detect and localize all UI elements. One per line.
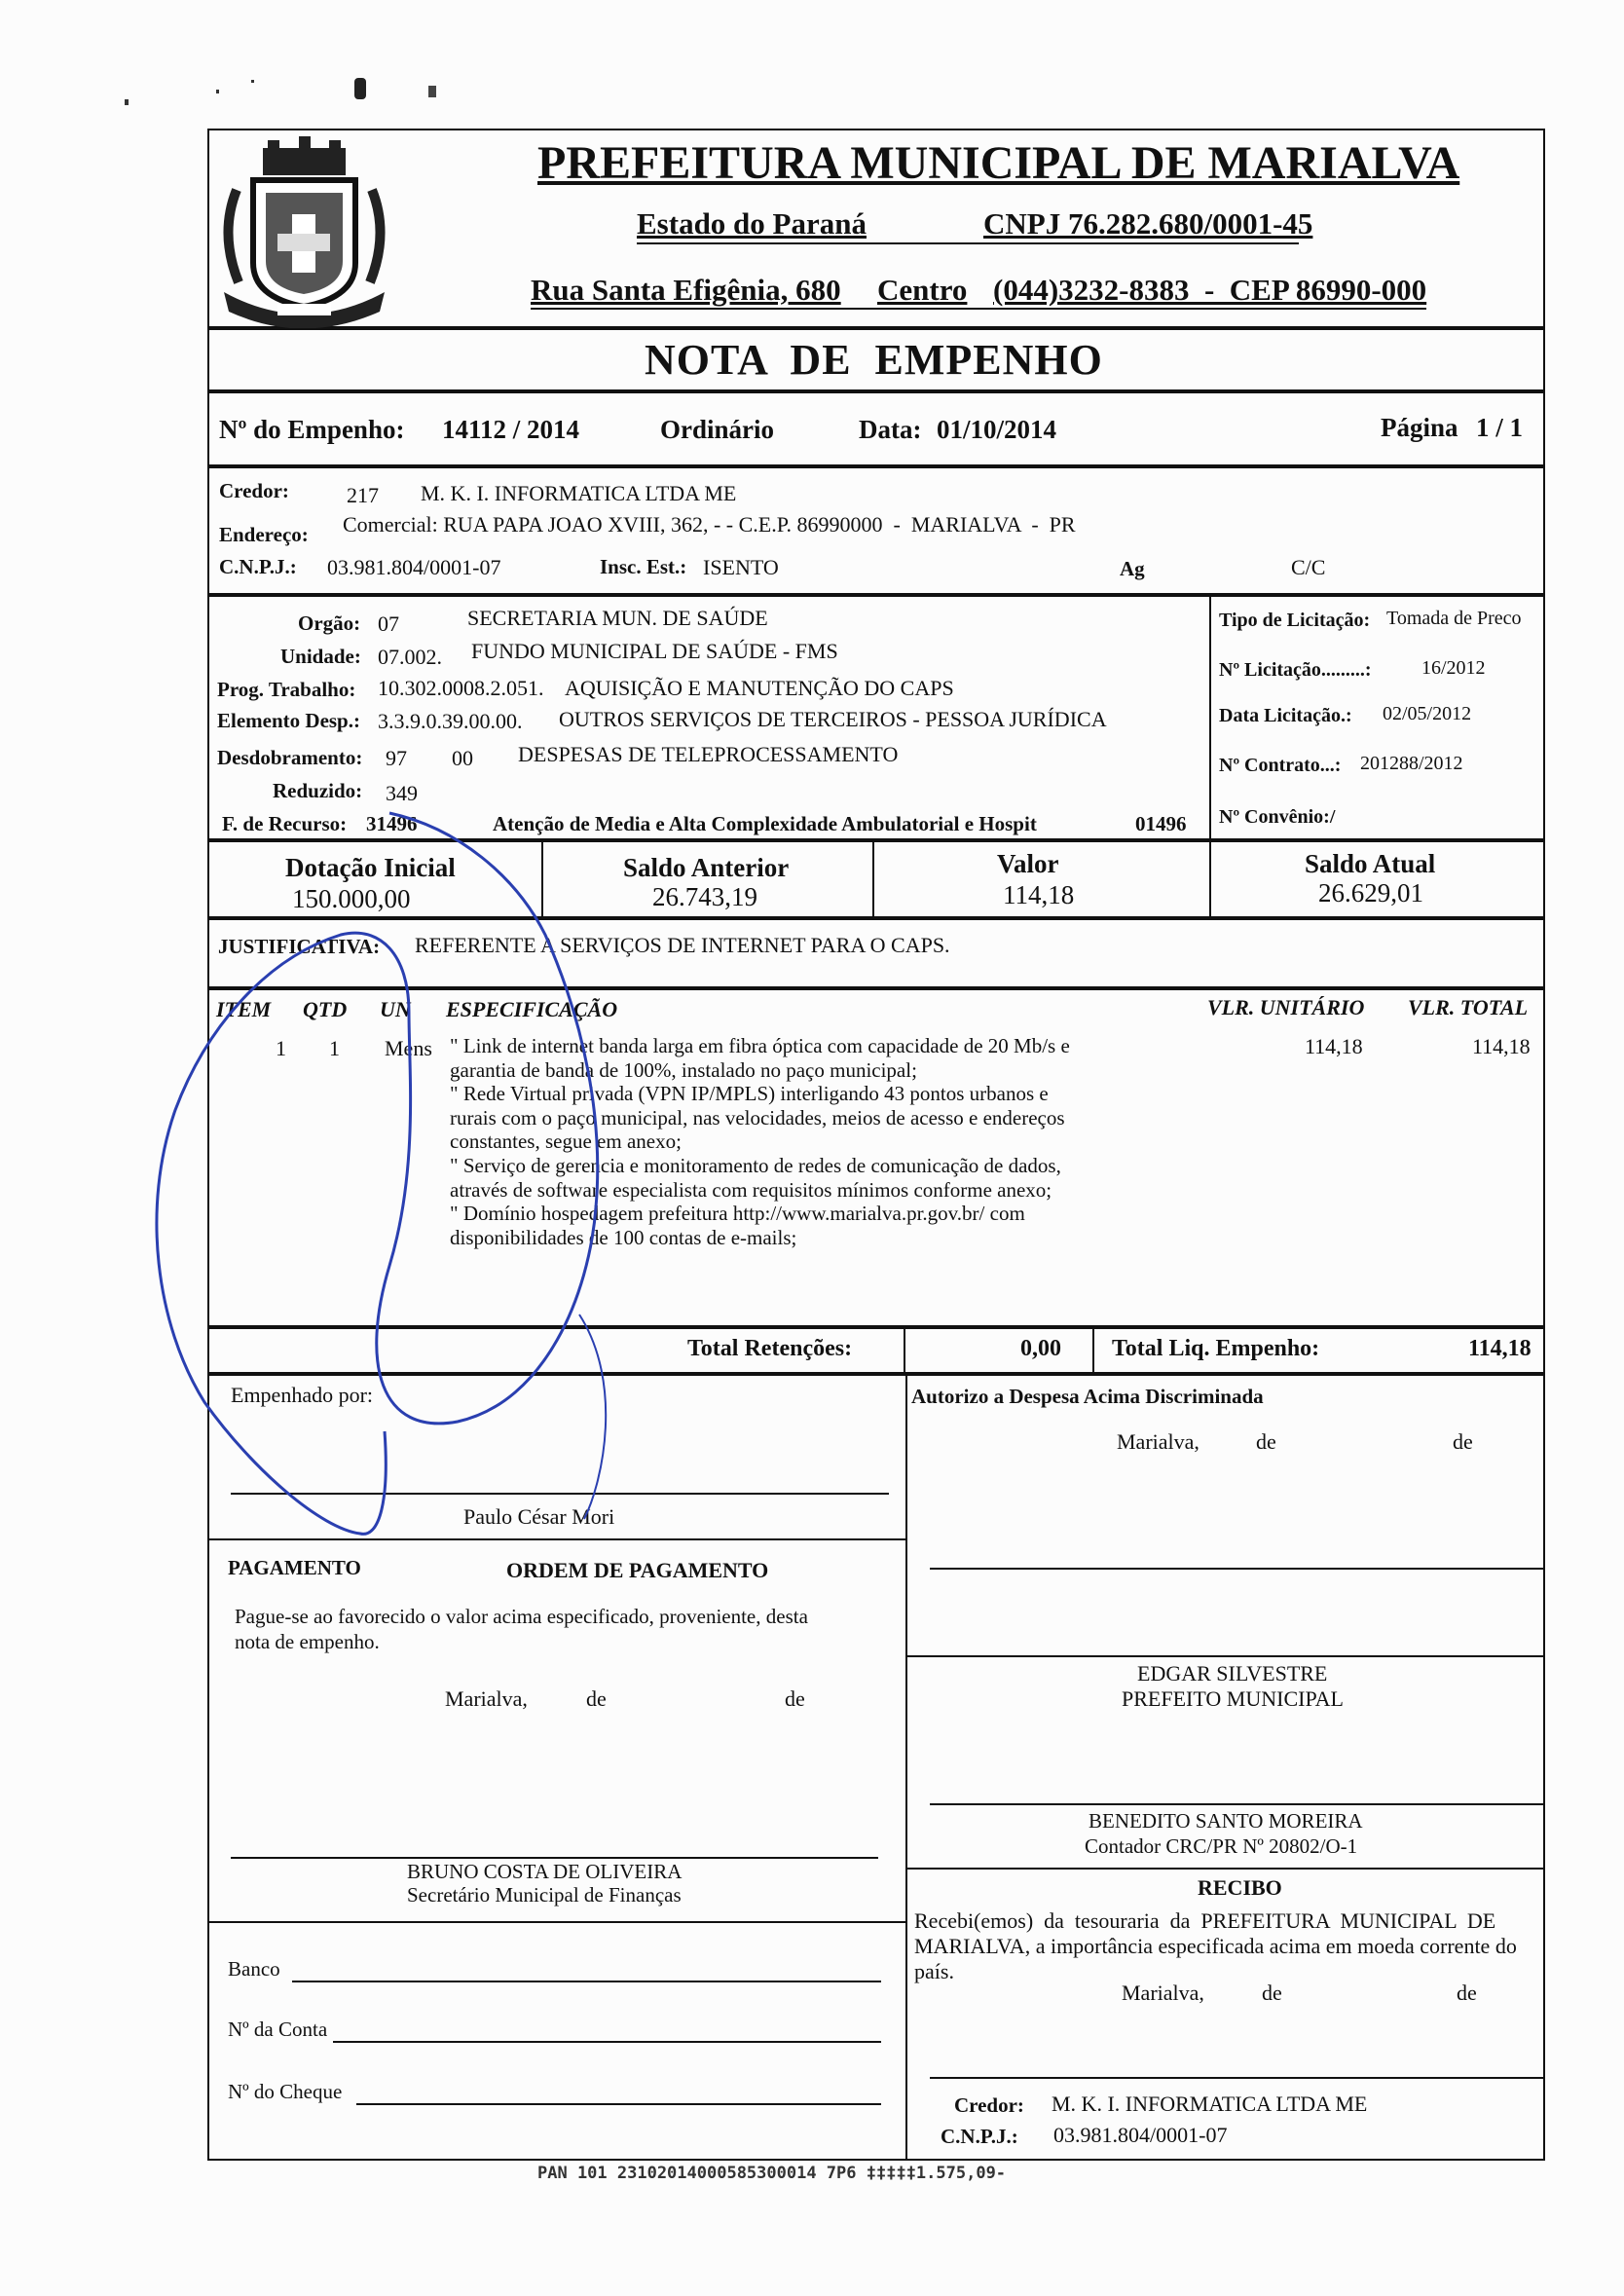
autorizo-de1: de (1256, 1429, 1276, 1454)
recibo-de2: de (1457, 1981, 1477, 2005)
secretario-name: BRUNO COSTA DE OLIVEIRA (407, 1860, 683, 1883)
credor-cnpj: 03.981.804/0001-07 (327, 555, 501, 579)
orgao-code: 07 (378, 611, 399, 636)
credor-name: M. K. I. INFORMATICA LTDA ME (421, 481, 737, 505)
recibo-cnpj: 03.981.804/0001-07 (1053, 2123, 1228, 2147)
date-label: Data: (859, 415, 922, 444)
recurso-code2: 01496 (1135, 812, 1187, 835)
col-qtd: QTD (303, 997, 348, 1021)
autorizo-place: Marialva, (1117, 1429, 1200, 1454)
row-unit-value: 114,18 (1305, 1034, 1363, 1058)
ordem-pagamento-label: ORDEM DE PAGAMENTO (506, 1558, 769, 1582)
autorizo-label: Autorizo a Despesa Acima Discriminada (911, 1385, 1264, 1408)
justificativa-label: JUSTIFICATIVA: (218, 935, 381, 958)
pagamento-place: Marialva, (445, 1686, 528, 1711)
reduzido-value: 349 (386, 781, 418, 805)
contrato-value: 201288/2012 (1360, 753, 1463, 774)
empenho-type: Ordinário (660, 415, 775, 444)
prog-code: 10.302.0008.2.051. (378, 676, 544, 700)
desdobramento-code1: 97 (386, 746, 407, 770)
elemento-label: Elemento Desp.: (217, 709, 360, 732)
prog-name: AQUISIÇÃO E MANUTENÇÃO DO CAPS (565, 676, 954, 700)
col-unit-value: VLR. UNITÁRIO (1207, 995, 1365, 1019)
org-phone-cep: (044)3232-8383 - CEP 86990-000 (993, 273, 1427, 307)
autorizo-de2: de (1453, 1429, 1473, 1454)
retencoes-value: 0,00 (1020, 1336, 1061, 1361)
orgao-label: Orgão: (298, 611, 361, 635)
row-total-value: 114,18 (1472, 1034, 1531, 1058)
org-district: Centro (877, 273, 968, 307)
secretario-title: Secretário Municipal de Finanças (407, 1883, 682, 1907)
saldo-atual-value: 26.629,01 (1318, 878, 1423, 907)
contrato-label: Nº Contrato...: (1219, 755, 1342, 776)
desdobramento-label: Desdobramento: (217, 746, 363, 769)
data-licitacao-value: 02/05/2012 (1383, 703, 1472, 724)
unidade-code: 07.002. (378, 645, 442, 669)
spec-line: rurais com o paço municipal, nas velocidades, meios de acesso e endereços (450, 1105, 1065, 1129)
recibo-place: Marialva, (1122, 1981, 1204, 2005)
dotacao-value: 150.000,00 (292, 884, 411, 913)
saldo-anterior-label: Saldo Anterior (623, 853, 790, 882)
justificativa-text: REFERENTE A SERVIÇOS DE INTERNET PARA O CAPS. (415, 933, 950, 957)
convenio-label: Nº Convênio:/ (1219, 806, 1336, 828)
document-title: NOTA DE EMPENHO (645, 336, 1103, 384)
recibo-cnpj-label: C.N.P.J.: (941, 2125, 1018, 2148)
elemento-code: 3.3.9.0.39.00.00. (378, 709, 523, 733)
pagamento-de1: de (586, 1686, 607, 1711)
orgao-name: SECRETARIA MUN. DE SAÚDE (467, 606, 768, 630)
row-qtd: 1 (329, 1036, 340, 1060)
saldo-atual-label: Saldo Atual (1305, 849, 1436, 878)
reduzido-label: Reduzido: (273, 779, 363, 802)
spec-line: " Rede Virtual privada (VPN IP/MPLS) interligando 43 pontos urbanos e (450, 1082, 1049, 1106)
recibo-credor-label: Credor: (954, 2093, 1024, 2117)
recibo-text-1: Recebi(emos) da tesouraria da PREFEITURA MUNICIPAL DE (914, 1908, 1496, 1933)
data-licitacao-label: Data Licitação.: (1219, 705, 1352, 726)
recibo-de1: de (1262, 1981, 1282, 2005)
desdobramento-name: DESPESAS DE TELEPROCESSAMENTO (518, 742, 899, 766)
recibo-label: RECIBO (1198, 1875, 1282, 1900)
recibo-text-3: país. (914, 1959, 954, 1983)
spec-line: garantia de banda de 100%, instalado no paço municipal; (450, 1057, 917, 1082)
liq-empenho-value: 114,18 (1468, 1336, 1532, 1361)
cnpj-label: C.N.P.J.: (219, 555, 297, 578)
recurso-label: F. de Recurso: (222, 812, 348, 835)
valor-label: Valor (997, 849, 1059, 878)
unidade-label: Unidade: (280, 645, 361, 668)
num-licitacao-label: Nº Licitação.........: (1219, 659, 1372, 681)
recurso-code: 31496 (366, 812, 418, 835)
tipo-licitacao-value: Tomada de Preco (1386, 608, 1522, 629)
col-total-value: VLR. TOTAL (1408, 995, 1529, 1019)
col-item: ITEM (216, 997, 272, 1021)
prog-label: Prog. Trabalho: (217, 678, 356, 701)
date-value: 01/10/2014 (937, 415, 1057, 444)
saldo-anterior-value: 26.743,19 (652, 882, 757, 911)
retencoes-label: Total Retenções: (687, 1336, 853, 1361)
prefeito-title: PREFEITO MUNICIPAL (1122, 1686, 1344, 1711)
org-state: Estado do Paraná (637, 206, 867, 241)
liq-empenho-label: Total Liq. Empenho: (1112, 1336, 1320, 1361)
credor-address: Comercial: RUA PAPA JOAO XVIII, 362, - - C.E.P. 86990000 - MARIALVA - PR (343, 512, 1076, 537)
cc-label: C/C (1291, 555, 1326, 579)
pagamento-label: PAGAMENTO (228, 1556, 361, 1579)
recibo-credor-name: M. K. I. INFORMATICA LTDA ME (1052, 2092, 1368, 2116)
spec-line: " Domínio hospedagem prefeitura http://www.marialva.pr.gov.br/ com (450, 1202, 1025, 1226)
page-number: 1 / 1 (1476, 413, 1524, 442)
recibo-text-2: MARIALVA, a importância especificada acima em moeda corrente do (914, 1934, 1517, 1958)
pagamento-text-1: Pague-se ao favorecido o valor acima especificado, proveniente, desta (235, 1605, 808, 1628)
org-street: Rua Santa Efigênia, 680 (531, 273, 841, 307)
contador-name: BENEDITO SANTO MOREIRA (1089, 1809, 1363, 1833)
num-licitacao-value: 16/2012 (1421, 657, 1486, 679)
spec-line: " Link de internet banda larga em fibra óptica com capacidade de 20 Mb/s e (450, 1034, 1070, 1057)
contador-title: Contador CRC/PR Nº 20802/O-1 (1085, 1834, 1358, 1858)
empenho-number: 14112 / 2014 (442, 415, 580, 444)
empenhado-label: Empenhado por: (231, 1383, 374, 1407)
ag-label: Ag (1120, 557, 1145, 580)
col-spec: ESPECIFICAÇÃO (446, 997, 618, 1021)
cheque-label: Nº do Cheque (228, 2080, 343, 2103)
credor-label: Credor: (219, 479, 289, 502)
elemento-name: OUTROS SERVIÇOS DE TERCEIROS - PESSOA JURÍDICA (559, 707, 1107, 731)
desdobramento-code2: 00 (452, 746, 473, 770)
spec-line: disponibilidades de 100 contas de e-mails; (450, 1225, 797, 1249)
credor-ie: ISENTO (703, 555, 779, 579)
conta-label: Nº da Conta (228, 2018, 328, 2041)
row-item: 1 (276, 1036, 286, 1060)
col-un: UN (380, 997, 411, 1021)
empenhado-name: Paulo César Mori (463, 1504, 615, 1529)
spec-line: " Serviço de gerencia e monitoramento de redes de comunicação de dados, (450, 1153, 1061, 1177)
spec-line: através de software especialista com requisitos mínimos conforme anexo; (450, 1177, 1052, 1202)
org-title: PREFEITURA MUNICIPAL DE MARIALVA (537, 137, 1460, 189)
banco-label: Banco (228, 1957, 280, 1981)
spec-line: constantes, segue em anexo; (450, 1129, 682, 1154)
unidade-name: FUNDO MUNICIPAL DE SAÚDE - FMS (471, 639, 838, 663)
ie-label: Insc. Est.: (600, 555, 687, 578)
credor-code: 217 (347, 483, 379, 507)
pagamento-text-2: nota de empenho. (235, 1630, 380, 1653)
recurso-name: Atenção de Media e Alta Complexidade Ambulatorial e Hospit (493, 812, 1037, 835)
dotacao-label: Dotação Inicial (285, 853, 456, 882)
footer-code: PAN 101 23102014000585300014 7P6 ‡‡‡‡‡1.575,09- (537, 2164, 1007, 2183)
address-label: Endereço: (219, 523, 309, 546)
empenho-label: Nº do Empenho: (219, 415, 405, 444)
prefeito-name: EDGAR SILVESTRE (1137, 1661, 1328, 1685)
pagamento-de2: de (785, 1686, 805, 1711)
tipo-licitacao-label: Tipo de Licitação: (1219, 610, 1371, 631)
org-cnpj: CNPJ 76.282.680/0001-45 (983, 206, 1313, 241)
valor-value: 114,18 (1003, 880, 1075, 909)
row-un: Mens (385, 1036, 432, 1060)
page-label: Página (1381, 413, 1458, 442)
